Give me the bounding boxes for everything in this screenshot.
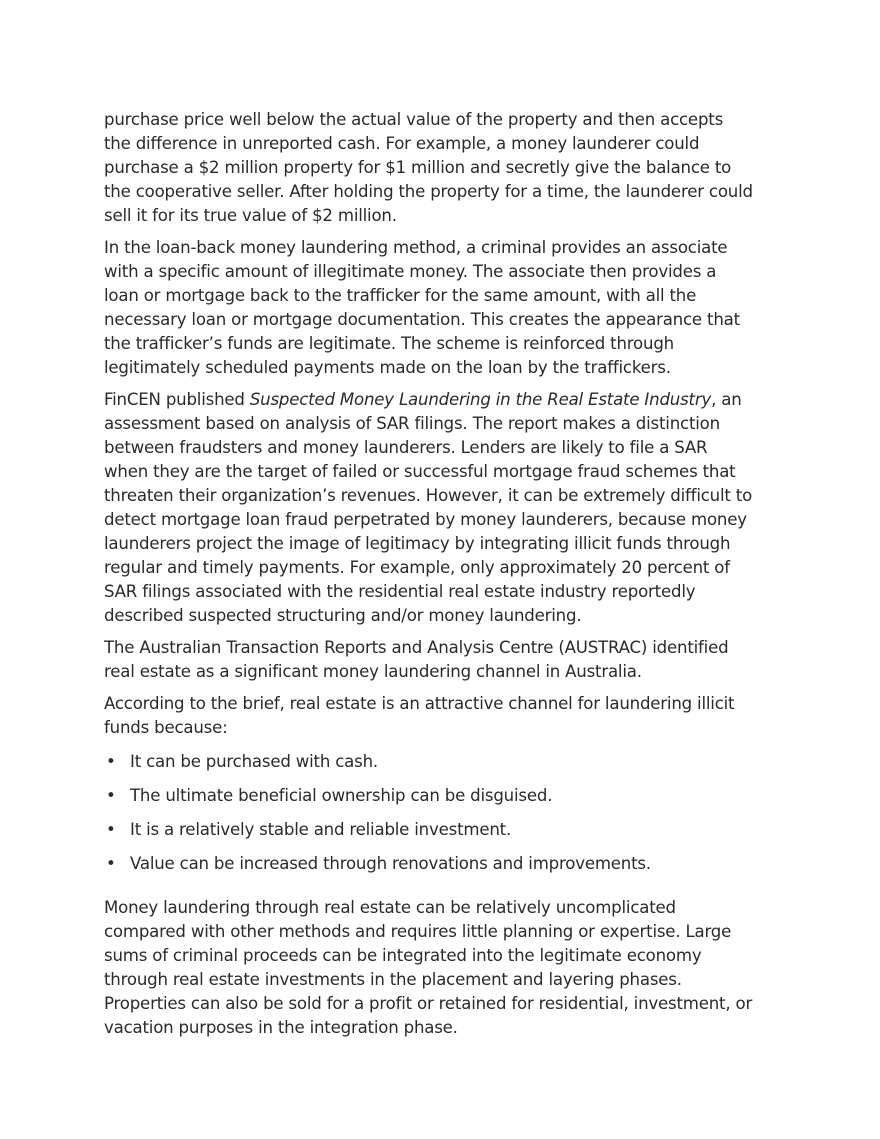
- list-item-text: It is a relatively stable and reliable investment.: [130, 820, 512, 839]
- bullet-icon: •: [106, 820, 116, 839]
- paragraph-loan-back: In the loan-back money laundering method, a criminal provides an associate with a specific amount of illegitimate money. The associate then provides a loan or mortgage back to the trafficker for the same amount, with all the necessary loan or mortgage documentation. This creates the appearance that the trafficker’s funds are legitimate. The scheme is reinforced through legitimately scheduled payments made on the loan by the traffickers.: [104, 238, 740, 377]
- reasons-list: [104, 750, 754, 876]
- bullet-icon: •: [106, 786, 116, 805]
- list-item-text: The ultimate beneficial ownership can be disguised.: [130, 786, 553, 805]
- list-item: [104, 750, 754, 774]
- fincen-prefix: FinCEN published: [104, 390, 250, 409]
- list-item: [104, 818, 754, 842]
- list-item: [104, 852, 754, 876]
- paragraph-austrac: The Australian Transaction Reports and Analysis Centre (AUSTRAC) identified real estate as a significant money laundering channel in Australia.: [104, 638, 729, 681]
- paragraph-fincen: [104, 388, 754, 628]
- fincen-report-title: Suspected Money Laundering in the Real Estate Industry: [249, 390, 712, 409]
- paragraph-price-difference: purchase price well below the actual value of the property and then accepts the difference in unreported cash. For example, a money launderer could purchase a $2 million property for $1 million and secretly give the balance to the cooperative seller. After holding the property for a time, the launderer could sell it for its true value of $2 million.: [104, 110, 753, 225]
- list-item: [104, 784, 754, 808]
- list-item-text: Value can be increased through renovations and improvements.: [130, 854, 651, 873]
- list-item-text: It can be purchased with cash.: [130, 752, 378, 771]
- bullet-icon: •: [106, 854, 116, 873]
- paragraph-brief-intro: According to the brief, real estate is an attractive channel for laundering illicit funds because:: [104, 694, 735, 737]
- bullet-icon: •: [106, 752, 116, 771]
- paragraph-uncomplicated: Money laundering through real estate can be relatively uncomplicated compared with other methods and requires little planning or expertise. Large sums of criminal proceeds can be integrated into the legitimate economy through real estate investments in the placement and layering phases. Properties can also be sold for a profit or retained for residential, investment, or vacation purposes in the integration phase.: [104, 898, 753, 1037]
- fincen-suffix: , an assessment based on analysis of SAR filings. The report makes a distinction between fraudsters and money launderers. Lenders are likely to file a SAR when they are the target of failed or successful mortgage fraud schemes that threaten their organization’s revenues. However, it can be extremely difficult to detect mortgage loan fraud perpetrated by money launderers, because money launderers project the image of legitimacy by integrating illicit funds through regular and timely payments. For example, only approximately 20 percent of SAR filings associated with the residential real estate industry reportedly described suspected structuring and/or money laundering.: [104, 390, 753, 625]
- document-page: [104, 108, 754, 1048]
